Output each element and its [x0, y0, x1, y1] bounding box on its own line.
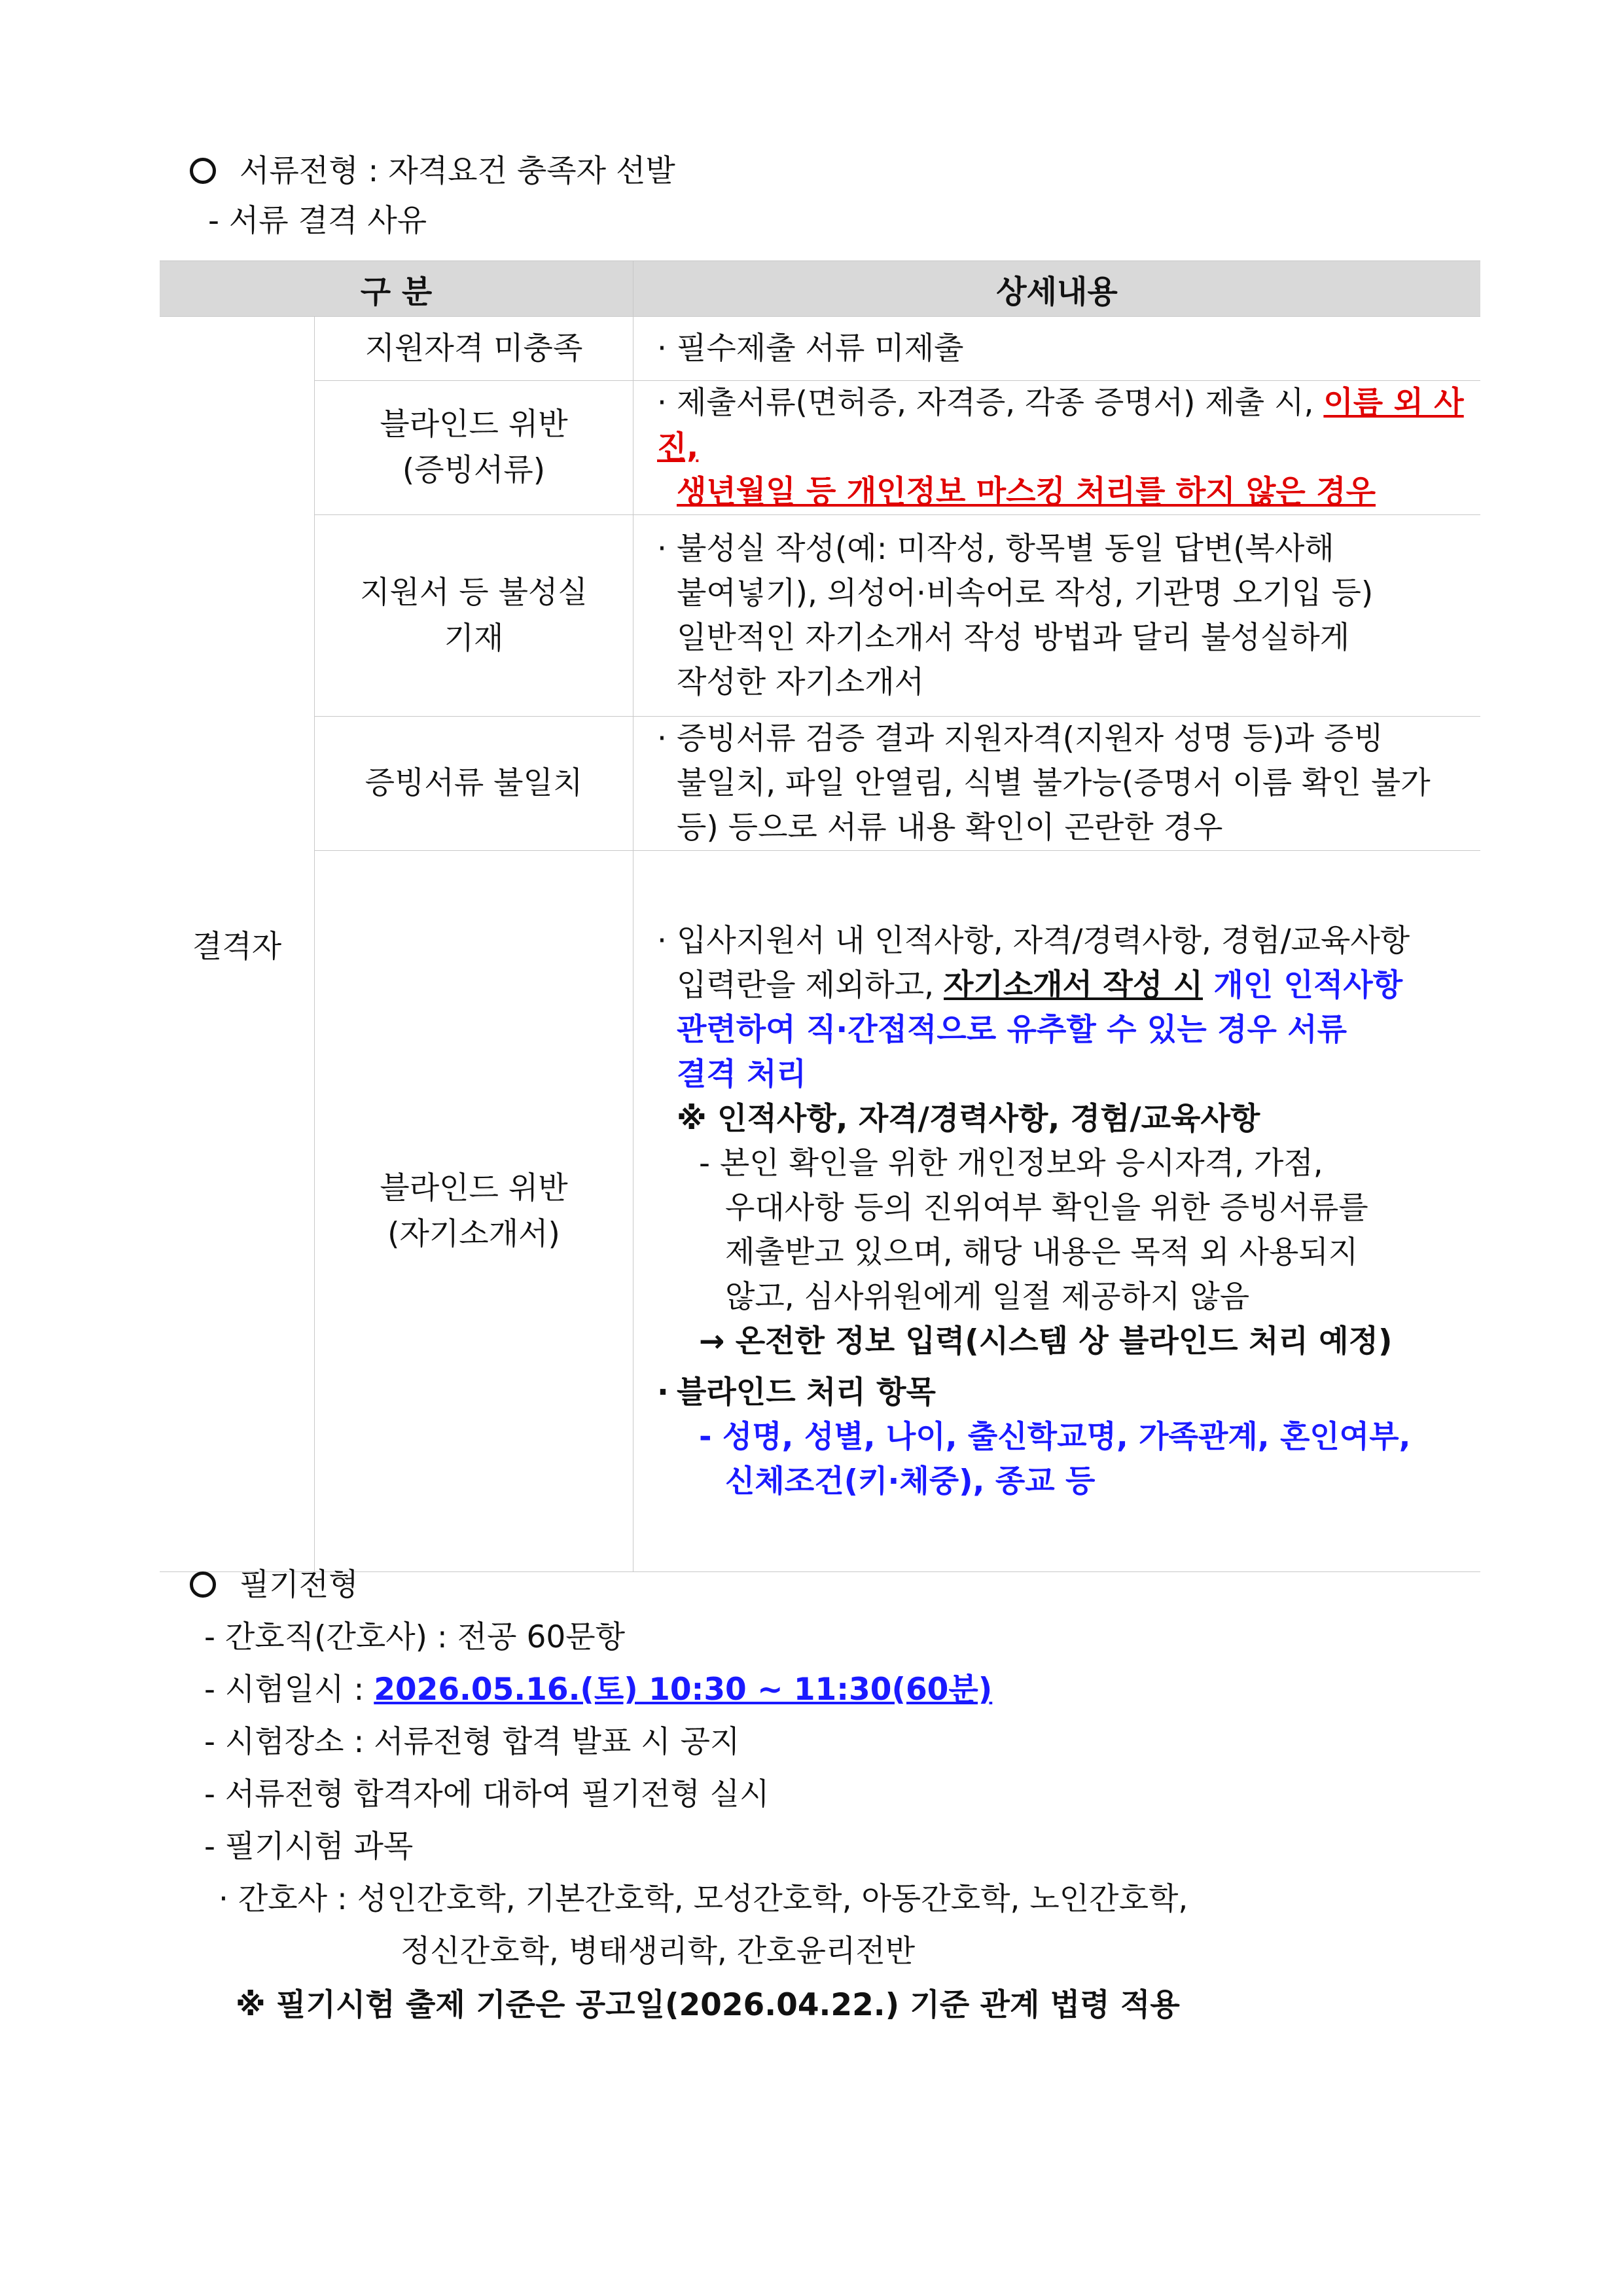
note-title: ※ 인적사항, 자격/경력사항, 경험/교육사항	[677, 1100, 1260, 1137]
red-highlight: 생년월일 등 개인정보 마스킹 처리를 하지 않은 경우	[677, 474, 1376, 510]
header-col2: 상세내용	[633, 261, 1481, 317]
row-detail: · 제출서류(면허증, 자격증, 각종 증명서) 제출 시, 이름 외 사진, 생년월일 등 개인정보 마스킹 처리를 하지 않은 경우	[633, 381, 1481, 515]
header-col1: 구 분	[160, 261, 633, 317]
exam-item: - 서류전형 합격자에 대하여 필기전형 실시	[204, 1776, 770, 1812]
row-label: 블라인드 위반 (자기소개서)	[315, 851, 633, 1572]
row-label: 지원자격 미충족	[315, 317, 633, 381]
circle-bullet-icon	[190, 158, 216, 184]
red-highlight: 이름 외 사진,	[657, 385, 1464, 465]
arrow-line: → 온전한 정보 입력(시스템 상 블라인드 처리 예정)	[699, 1323, 1393, 1359]
exam-subjects-line2: 정신간호학, 병태생리학, 간호윤리전반	[401, 1933, 916, 1969]
table-row	[160, 515, 1480, 717]
exam-item: - 간호직(간호사) : 전공 60문항	[204, 1619, 626, 1655]
row-label: 증빙서류 불일치	[315, 717, 633, 851]
exam-datetime: 2026.05.16.(토) 10:30 ~ 11:30(60분)	[374, 1672, 993, 1708]
table-row	[160, 717, 1480, 851]
row-label: 지원서 등 불성실 기재	[315, 515, 633, 717]
exam-subjects-line1: · 간호사 : 성인간호학, 기본간호학, 모성간호학, 아동간호학, 노인간호학,	[219, 1881, 1188, 1917]
row-detail: · 증빙서류 검증 결과 지원자격(지원자 성명 등)과 증빙 불일치, 파일 안열림, 식별 불가능(증명서 이름 확인 불가 등) 등으로 서류 내용 확인이 곤란한 경우	[633, 717, 1481, 851]
section1-heading: 서류전형 : 자격요건 충족자 선발	[190, 152, 675, 191]
section2-heading: 필기전형	[190, 1566, 359, 1605]
row-detail: · 입사지원서 내 인적사항, 자격/경력사항, 경험/교육사항 입력란을 제외하고, 자기소개서 작성 시 개인 인적사항 관련하여 직·간접적으로 유추할 수 있는 경우 서류 결격 처리 ※ 인적사항, 자격/경력사항, 경험/교육사항 - 본인 확인을 위한 개인정보와 응시자격, 가점, 우대사항 등의 진위여부 확인을 위한 증빙서류를 제출받고 있으며, 해당 내용은 목적 외 사용되지 않고, 심사위원에게 일절 제공하지 않음 → 온전한 정보 입력(시스템 상 블라인드 처리 예정) · 블라인드 처리 항목 - 성명, 성별, 나이, 출신학교명, 가족관계, 혼인여부, 신체조건(키·체중), 종교 등	[633, 851, 1481, 1572]
exam-item: - 시험장소 : 서류전형 합격 발표 시 공지	[204, 1724, 740, 1760]
disqualification-table	[160, 260, 1480, 1572]
section1-sub: - 서류 결격 사유	[208, 203, 427, 239]
row-label: 블라인드 위반 (증빙서류)	[315, 381, 633, 515]
table-row	[160, 851, 1480, 1572]
table-row	[160, 317, 1480, 381]
row-detail: · 필수제출 서류 미제출	[633, 317, 1481, 381]
exam-item: - 필기시험 과목	[204, 1829, 414, 1865]
exam-item: - 시험일시 : 2026.05.16.(토) 10:30 ~ 11:30(60분)	[204, 1672, 993, 1708]
category-cell: 결격자	[160, 317, 315, 1572]
exam-note: ※ 필기시험 출제 기준은 공고일(2026.04.22.) 기준 관계 법령 적용	[236, 1987, 1180, 2023]
table-header-row	[160, 261, 1480, 317]
row-detail: · 불성실 작성(예: 미작성, 항목별 동일 답변(복사해 붙여넣기), 의성어·비속어로 작성, 기관명 오기입 등) 일반적인 자기소개서 작성 방법과 달리 불성실하게 작성한 자기소개서	[633, 515, 1481, 717]
circle-bullet-icon	[190, 1571, 216, 1598]
table-row	[160, 381, 1480, 515]
